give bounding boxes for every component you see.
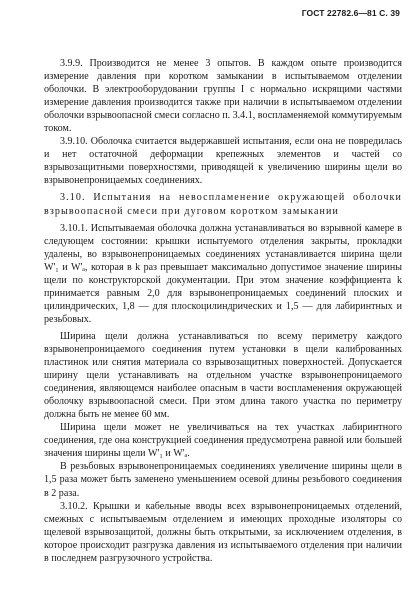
paragraph-gap-width: Ширина щели должна устанавливаться по всему периметру каждого взрывонепроницаемого соединения путем установки в щели калиброванных пластинок или снятия материала со взрывозащитных поверхностей. Допускается ширину щели устанавливать на отдельном участке взрывонепроницаемого соединения, являющемся наиболее опасным в части воспламенения окружающей оболочку взрывоопасной смеси. При этом длина такого участка по периметру должна быть не менее 60 мм.	[44, 330, 402, 421]
paragraph-3-10-1: 3.10.1. Испытываемая оболочка должна устанавливаться во взрывной камере в следующем состоянии: крышки испытуемого отделения закрыты, прокладки удалены, во взрывонепроницаемых соединениях устанавливается ширина щели W'₁ и W'ₐ, которая в k раз превышает максимально допустимое значение ширины щели по конструкторской документации. При этом значение коэффициента k принимается равным 2,0 для взрывонепроницаемых соединений плоских и цилиндрических, 1,8 — для плоскоцилиндрических и 1,5 — для лабиринтных и резьбовых.	[44, 222, 402, 325]
paragraph-3-9-10: 3.9.10. Оболочка считается выдержавшей испытания, если она не повредилась и нет остаточной деформации крепежных элементов и частей со взрывозащитными поверхностями, приводящей к увеличению ширины щели во взрывонепроницаемых соединениях.	[44, 136, 402, 187]
document-body	[44, 57, 402, 565]
paragraph-labyrinth: Ширина щели может не увеличиваться на тех участках лабиринтного соединения, где она конструкцией соединения предусмотрена равной или большей значения ширины щели W'₁ и W'ₐ.	[44, 422, 402, 460]
paragraph-3-9-9: 3.9.9. Производится не менее 3 опытов. В каждом опыте производится измерение давления при коротком замыкании в испытываемом отделении оболочки. В электрооборудовании группы I с нормально искрящими частями измерение давления производится также при наличии в испытываемом отделении оболочки взрывоопасной смеси согласно п. 3.4.1, воспламеняемой коммутируемым током.	[44, 58, 402, 135]
running-head: ГОСТ 22782.6—81 С. 39	[301, 8, 400, 18]
paragraph-threaded: В резьбовых взрывонепроницаемых соединениях увеличение ширины щели в 1,5 раза может быть заменено уменьшением осевой длины резьбового соединения в 2 раза.	[44, 461, 402, 499]
paragraph-3-10-2: 3.10.2. Крышки и кабельные вводы всех взрывонепроницаемых отделений, смежных с испытываемым отделением и имеющих проходные изоляторы со щелевой взрывозащитой, должны быть открытыми, за исключением отделения, в которое происходит разгрузка давления из испытываемого отделения при наличии в последнем разгрузочного устройства.	[44, 500, 402, 564]
section-heading-3-10: 3.10. Испытания на невоспламенение окружающей оболочки взрывоопасной смеси при дуговом коротком замыкании	[44, 192, 402, 217]
